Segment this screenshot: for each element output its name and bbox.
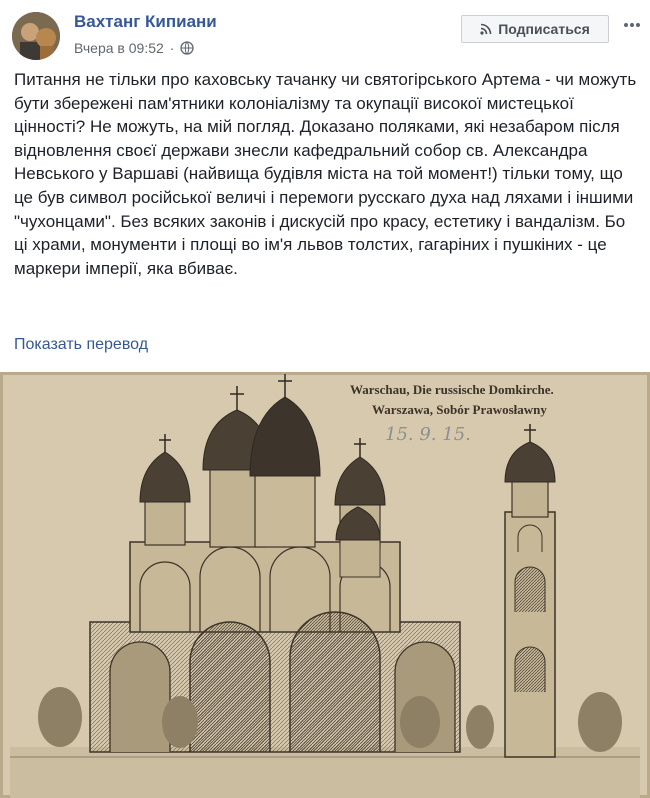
post-time[interactable]: Вчера в 09:52 bbox=[74, 40, 164, 56]
post-header bbox=[0, 0, 650, 70]
subscribe-button[interactable] bbox=[461, 15, 609, 43]
rss-icon bbox=[480, 23, 492, 35]
post-text: Питання не тільки про каховську тачанку чи святогірського Артема - чи можуть бути збережені пам'ятники колоніалізму та окупації високої мистецької цінності? Не можуть, на мій погляд. Доказано поляками, які незабаром після відновлення своєї держави знесли кафедральний собор св. Александра Невського у Варшаві (найвища будівля міста на той момент!) тільки тому, що це був символ російської величі і перемоги русскаго духа над ляхами і іншими "чухонцами". Без всяких законів і дискусій про красу, естетику і вандалізм. Бо ці храми, монументи і площі во ім'я львов толстих, гагаріних і пушкіних - це маркери імперії, яка вбиває. bbox=[14, 70, 637, 278]
more-options-icon[interactable] bbox=[620, 13, 644, 37]
post-photo[interactable] bbox=[0, 372, 650, 798]
cathedral-postcard-image bbox=[0, 372, 650, 798]
post-body bbox=[14, 68, 640, 280]
subscribe-label: Подписаться bbox=[498, 21, 590, 37]
globe-icon[interactable] bbox=[180, 41, 194, 55]
author-name[interactable]: Вахтанг Кипиани bbox=[74, 12, 217, 31]
postcard-caption-line2: Warszawa, Sobór Prawosławny bbox=[372, 402, 547, 417]
avatar[interactable] bbox=[12, 12, 60, 60]
separator-dot: · bbox=[169, 40, 175, 56]
handwritten-date: 15. 9. 15. bbox=[385, 424, 471, 445]
post-meta bbox=[74, 40, 194, 56]
postcard-caption-line1: Warschau, Die russische Domkirche. bbox=[350, 382, 554, 397]
translate-link[interactable]: Показать перевод bbox=[14, 336, 149, 353]
